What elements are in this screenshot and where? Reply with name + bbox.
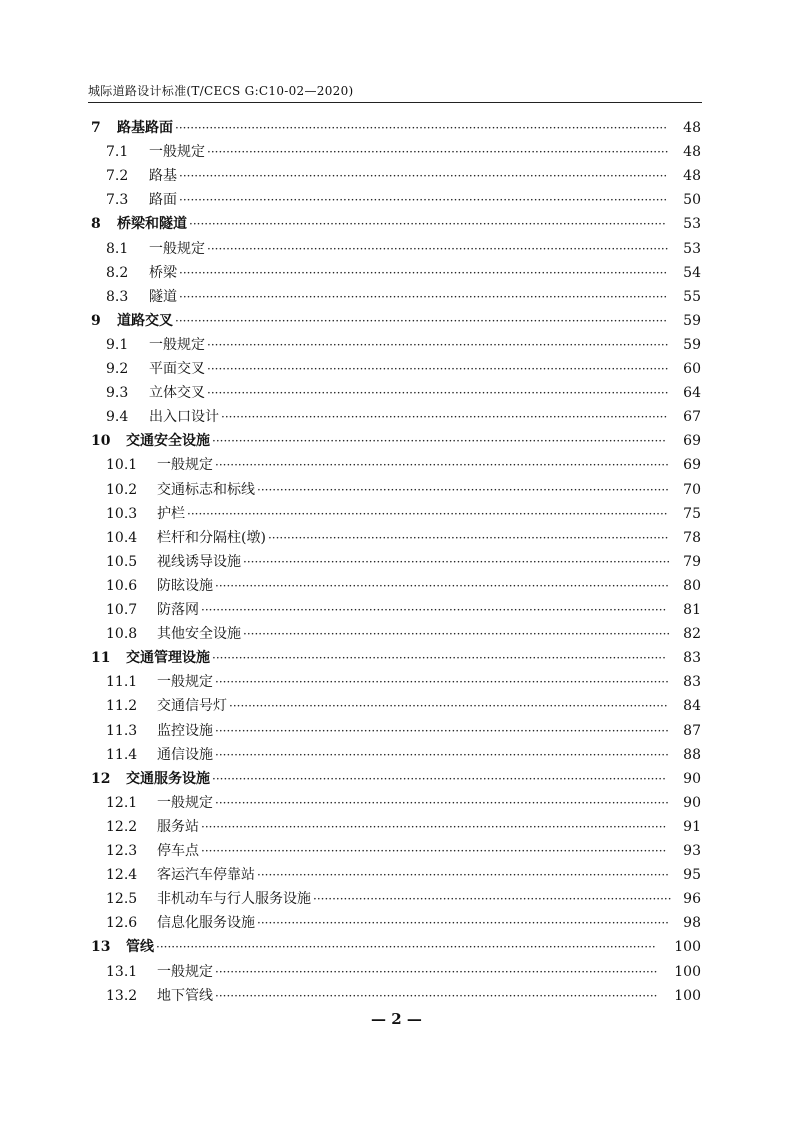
toc-page-number: 67 [683,409,701,426]
toc-page-number: 48 [683,120,701,136]
toc-dot-leader: ········································································································· [267,530,669,545]
toc-dot-leader: ················································································································ [243,554,671,569]
toc-entry-number: 13 [91,939,111,956]
page-number: — 2 — [371,1010,422,1028]
toc-entry-number: 9.1 [106,336,129,353]
toc-entry-title: 非机动车与行人服务设施 [157,891,311,908]
toc-dot-leader: ······················································································································· [212,434,666,449]
toc-entry-number: 7.3 [106,192,129,209]
toc-entry-number: 12.6 [106,915,138,932]
toc-entry-title: 路基 [149,168,177,185]
toc-dot-leader: ································································································································ [179,265,668,280]
toc-entry-title: 立体交叉 [149,385,205,402]
toc-entry-title: 桥梁 [149,264,177,281]
toc-entry-title: 道路交叉 [117,312,173,329]
toc-dot-leader: ·························································································································· [201,603,667,617]
toc-section-entry[interactable] [0,526,793,550]
toc-entry-number: 7.2 [106,168,129,185]
toc-page-number: 50 [683,192,701,209]
toc-entry-title: 交通管理设施 [126,650,210,667]
toc-section-entry[interactable] [0,140,793,164]
toc-entry-title: 防落网 [157,602,199,618]
toc-section-entry[interactable] [0,261,793,285]
toc-dot-leader: ····················································································································· [221,410,668,425]
toc-entry-title: 交通安全设施 [126,433,210,450]
toc-section-entry[interactable] [0,960,793,984]
toc-page-number: 64 [683,385,701,402]
toc-page-number: 70 [683,481,701,498]
toc-dot-leader: ································································································································ [179,193,668,208]
toc-page-number: 78 [683,529,701,546]
toc-page-number: 100 [674,963,701,980]
toc-entry-number: 11.2 [106,698,138,715]
toc-dot-leader: ································································································································ [179,289,668,304]
toc-entry-title: 信息化服务设施 [157,915,255,932]
toc-page-number: 93 [683,843,701,859]
toc-dot-leader: ······················································································································· [215,675,669,690]
toc-page-number: 91 [683,818,701,835]
toc-entry-number: 12 [91,770,111,787]
toc-dot-leader: ············································································································ [257,868,669,883]
toc-dot-leader: ······················································································································· [215,723,669,738]
toc-section-entry[interactable] [0,863,793,887]
toc-entry-title: 隧道 [149,288,177,305]
toc-page-number: 87 [683,722,701,739]
toc-page-number: 83 [683,650,701,667]
toc-page-number: 53 [683,216,701,233]
toc-chapter-entry[interactable] [0,212,793,236]
toc-chapter-entry[interactable] [0,646,793,670]
toc-chapter-entry[interactable] [0,116,793,140]
toc-entry-title: 服务站 [157,818,199,835]
toc-section-entry[interactable] [0,622,793,646]
toc-entry-number: 12.4 [106,867,138,884]
toc-dot-leader: ···················································································································· [215,988,658,1003]
toc-entry-title: 栏杆和分隔柱(墩) [157,529,266,546]
toc-section-entry[interactable] [0,598,793,622]
toc-entry-title: 地下管线 [157,987,213,1004]
toc-entry-number: 11.3 [106,722,138,739]
toc-entry-title: 通信设施 [157,746,213,763]
toc-entry-number: 8.2 [106,264,129,281]
toc-entry-number: 11 [91,650,111,667]
toc-entry-number: 10.7 [106,602,138,618]
toc-entry-title: 一般规定 [157,794,213,811]
toc-page-number: 59 [683,336,701,353]
toc-page-number: 82 [683,626,701,643]
toc-page-number: 55 [683,288,701,305]
header-rule [88,102,702,103]
toc-entry-number: 10 [91,433,111,450]
toc-page-number: 95 [683,867,701,884]
toc-entry-number: 12.1 [106,794,138,811]
toc-entry-number: 7 [91,120,101,136]
toc-dot-leader: ························································································································· [207,241,669,256]
toc-entry-title: 平面交叉 [149,361,205,377]
toc-chapter-entry[interactable] [0,935,793,959]
toc-entry-title: 一般规定 [157,674,213,691]
toc-section-entry[interactable] [0,911,793,935]
toc-section-entry[interactable] [0,357,793,381]
toc-dot-leader: ································································································································ [179,169,668,184]
toc-entry-number: 9.3 [106,385,129,402]
toc-entry-number: 12.2 [106,818,138,835]
toc-entry-number: 12.3 [106,843,138,859]
toc-dot-leader: ······················································································································· [215,458,669,473]
toc-entry-title: 其他安全设施 [157,626,241,643]
toc-entry-title: 路基路面 [117,120,173,136]
toc-section-entry[interactable] [0,887,793,911]
toc-page-number: 54 [683,264,701,281]
toc-entry-number: 13.2 [106,987,138,1004]
toc-page-number: 84 [683,698,701,715]
toc-page-number: 59 [683,312,701,329]
toc-entry-title: 一般规定 [157,457,213,474]
toc-dot-leader: ······························································································································ [187,506,668,521]
toc-entry-number: 10.8 [106,626,138,643]
toc-entry-number: 11.1 [106,674,138,691]
toc-entry-title: 一般规定 [149,336,205,353]
toc-section-entry[interactable] [0,188,793,212]
toc-entry-title: 路面 [149,192,177,209]
toc-dot-leader: ······················································································································· [215,578,669,593]
toc-dot-leader: ····························································································································· [189,217,666,232]
toc-page-number: 48 [683,144,701,161]
toc-entry-title: 交通服务设施 [126,770,210,787]
toc-page-number: 100 [674,987,701,1004]
toc-page-number: 48 [683,168,701,185]
toc-entry-number: 9.2 [106,361,129,377]
toc-chapter-entry[interactable] [0,429,793,453]
toc-section-entry[interactable] [0,815,793,839]
toc-entry-title: 视线诱导设施 [157,553,241,570]
toc-page-number: 60 [683,361,701,377]
toc-section-entry[interactable] [0,984,793,1008]
toc-page-number: 79 [683,553,701,570]
toc-entry-title: 交通标志和标线 [157,481,255,498]
toc-section-entry[interactable] [0,791,793,815]
toc-entry-number: 12.5 [106,891,138,908]
toc-page-number: 75 [683,505,701,522]
toc-chapter-entry[interactable] [0,767,793,791]
toc-section-entry[interactable] [0,743,793,767]
toc-dot-leader: ························································································································· [207,362,669,376]
toc-entry-title: 管线 [126,939,154,956]
toc-dot-leader: ·························································································································· [201,819,667,834]
toc-section-entry[interactable] [0,550,793,574]
toc-chapter-entry[interactable] [0,309,793,333]
toc-entry-number: 8.3 [106,288,129,305]
toc-dot-leader: ············································································································ [257,916,669,931]
toc-entry-number: 10.1 [106,457,138,474]
toc-entry-title: 停车点 [157,843,199,859]
toc-entry-number: 9 [91,312,101,329]
toc-page-number: 53 [683,240,701,257]
toc-dot-leader: ································································································································· [175,121,668,135]
toc-section-entry[interactable] [0,405,793,429]
toc-page-number: 100 [674,939,701,956]
toc-dot-leader: ······················································································································· [212,651,666,666]
toc-section-entry[interactable] [0,285,793,309]
toc-page-number: 88 [683,746,701,763]
running-header: 城际道路设计标准(T/CECS G:C10-02—2020) [88,84,354,98]
toc-entry-title: 防眩设施 [157,577,213,594]
toc-entry-number: 10.2 [106,481,138,498]
toc-page-number: 81 [683,602,701,618]
toc-dot-leader: ······················································································································· [212,771,666,786]
toc-section-entry[interactable] [0,694,793,718]
toc-dot-leader: ························································································································· [207,386,669,401]
toc-page-number: 80 [683,577,701,594]
toc-section-entry[interactable] [0,453,793,477]
toc-section-entry[interactable] [0,839,793,863]
toc-section-entry[interactable] [0,381,793,405]
toc-page-number: 69 [683,457,701,474]
toc-dot-leader: ················································································································ [243,627,671,642]
toc-dot-leader: ···················································································································· [215,964,658,979]
toc-entry-title: 一般规定 [149,144,205,161]
toc-section-entry[interactable] [0,719,793,743]
toc-section-entry[interactable] [0,478,793,502]
toc-dot-leader: ··································································································································· [156,940,656,955]
toc-dot-leader: ··················································································································· [229,699,668,714]
toc-dot-leader: ······················································································································· [215,795,669,810]
toc-page-number: 69 [683,433,701,450]
toc-entry-title: 桥梁和隧道 [117,216,187,233]
toc-entry-title: 监控设施 [157,722,213,739]
toc-section-entry[interactable] [0,670,793,694]
toc-entry-number: 10.6 [106,577,138,594]
toc-entry-number: 10.4 [106,529,138,546]
toc-page-number: 90 [683,770,701,787]
toc-entry-number: 10.5 [106,553,138,570]
toc-entry-number: 8.1 [106,240,129,257]
toc-entry-title: 出入口设计 [149,409,219,426]
toc-dot-leader: ························································································································· [207,337,669,352]
toc-page-number: 96 [683,891,701,908]
toc-entry-title: 交通信号灯 [157,698,227,715]
toc-section-entry[interactable] [0,164,793,188]
toc-entry-title: 一般规定 [149,240,205,257]
toc-entry-title: 一般规定 [157,963,213,980]
toc-entry-number: 9.4 [106,409,129,426]
toc-entry-title: 护栏 [157,505,185,522]
toc-dot-leader: ······················································································································· [215,747,669,762]
toc-page-number: 98 [683,915,701,932]
toc-entry-number: 11.4 [106,746,138,763]
toc-entry-number: 10.3 [106,505,138,522]
toc-page-number: 83 [683,674,701,691]
toc-entry-number: 7.1 [106,144,129,161]
toc-section-entry[interactable] [0,237,793,261]
toc-dot-leader: ············································································································ [257,482,669,497]
toc-dot-leader: ·························································································································· [201,844,667,858]
toc-dot-leader: ························································································································· [207,145,669,160]
toc-section-entry[interactable] [0,333,793,357]
toc-dot-leader: ································································································································· [175,313,668,328]
toc-section-entry[interactable] [0,502,793,526]
toc-section-entry[interactable] [0,574,793,598]
toc-entry-number: 8 [91,216,101,233]
toc-entry-number: 13.1 [106,963,138,980]
toc-page-number: 90 [683,794,701,811]
toc-dot-leader: ······························································································ [313,892,672,907]
toc-entry-title: 客运汽车停靠站 [157,867,255,884]
